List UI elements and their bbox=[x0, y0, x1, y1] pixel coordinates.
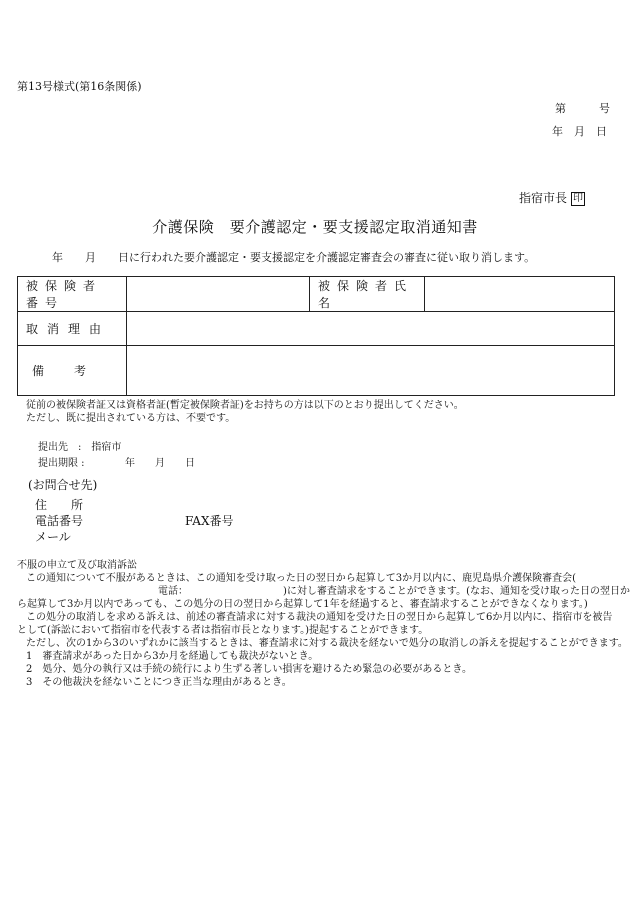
appeal-line: この処分の取消しを求める訴えは、前述の審査請求に対する裁決の通知を受けた日の翌日から起算して6か月以内に、指宿市を被告 bbox=[26, 612, 613, 623]
appeal-line: 1 審査請求があった日から3か月を経過しても裁決がないとき。 bbox=[26, 651, 319, 662]
document-title: 介護保険 要介護認定・要支援認定取消通知書 bbox=[152, 218, 478, 236]
contact-address-label: 住 所 bbox=[35, 498, 84, 512]
insured-name-field[interactable] bbox=[425, 277, 615, 312]
submission-destination: 提出先 : 指宿市 bbox=[38, 442, 122, 453]
contact-heading: (お問合せ先) bbox=[28, 478, 98, 492]
remarks-label: 備考 bbox=[18, 346, 127, 396]
table-row bbox=[18, 346, 615, 396]
insured-name-label: 被保険者氏名 bbox=[310, 277, 425, 312]
contact-email-label: メール bbox=[35, 530, 71, 544]
seal-stamp: 印 bbox=[573, 192, 584, 204]
table-row bbox=[18, 277, 615, 312]
insured-info-table bbox=[17, 276, 615, 396]
intro-sentence: 年 月 日に行われた要介護認定・要支援認定を介護認定審査会の審査に従い取り消します。 bbox=[52, 251, 536, 264]
form-number: 第13号様式(第16条関係) bbox=[17, 80, 142, 93]
appeal-line: ら起算して3か月以内であっても、この処分の日の翌日から起算して1年を経過すると、審査請求することができなくなります。) bbox=[17, 599, 588, 610]
submission-deadline-label: 提出期限 : bbox=[38, 458, 85, 469]
notice-line-1: 従前の被保険者証又は資格者証(暫定被保険者証)をお持ちの方は以下のとおり提出してください。 bbox=[26, 400, 464, 411]
insured-number-label: 被保険者番号 bbox=[18, 277, 127, 312]
appeal-line: 電話： )に対し審査請求をすることができます。(なお、通知を受け取った日の翌日か bbox=[158, 586, 630, 597]
table-row bbox=[18, 312, 615, 346]
submission-deadline-date: 年 月 日 bbox=[125, 458, 195, 469]
appeal-line: として(訴訟において指宿市を代表する者は指宿市長となります。)提起することができます。 bbox=[17, 625, 429, 636]
notice-line-2: ただし、既に提出されている方は、不要です。 bbox=[26, 413, 236, 424]
appeal-line: 2 処分、処分の執行又は手続の続行により生ずる著しい損害を避けるため緊急の必要があるとき。 bbox=[26, 664, 472, 675]
document-number-label: 第 号 bbox=[555, 102, 610, 115]
cancel-reason-label: 取消理由 bbox=[18, 312, 127, 346]
contact-phone-label: 電話番号 bbox=[35, 514, 84, 528]
appeal-heading: 不服の申立て及び取消訴訟 bbox=[17, 560, 137, 571]
remarks-field[interactable] bbox=[127, 346, 615, 396]
issue-date-label: 年 月 日 bbox=[552, 125, 607, 138]
appeal-line: 3 その他裁決を経ないことにつき正当な理由があるとき。 bbox=[26, 677, 292, 688]
cancel-reason-field[interactable] bbox=[127, 312, 615, 346]
appeal-line: この通知について不服があるときは、この通知を受け取った日の翌日から起算して3か月以内に、鹿児島県介護保険審査会( bbox=[26, 573, 577, 584]
insured-number-field[interactable] bbox=[127, 277, 310, 312]
contact-fax-label: FAX番号 bbox=[185, 514, 234, 528]
issuer-line bbox=[519, 189, 585, 206]
issuer-name: 指宿市長 bbox=[519, 191, 568, 205]
appeal-line: ただし、次の1から3のいずれかに該当するときは、審査請求に対する裁決を経ないで処分の取消しの訴えを提起することができます。 bbox=[26, 638, 628, 649]
